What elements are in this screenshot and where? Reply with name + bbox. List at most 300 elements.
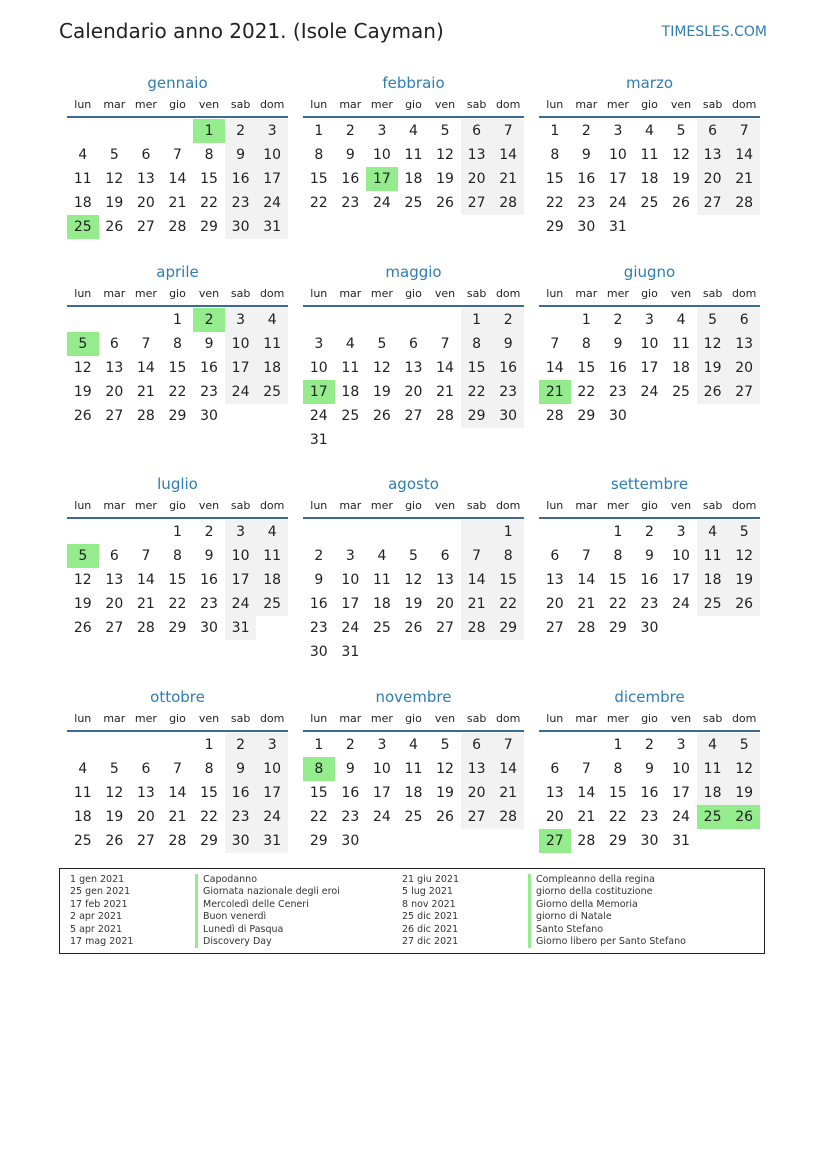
day-cell: 21 (436, 384, 454, 400)
weekday-label: lun (74, 287, 92, 300)
empty-day-cell (697, 829, 729, 853)
day-cell: 12 (404, 572, 423, 588)
weekday-label: mar (103, 98, 126, 111)
day-cell: 15 (168, 360, 187, 376)
day-cell: 11 (672, 336, 690, 352)
day-cell: 6 (550, 548, 560, 564)
day-grid (67, 733, 288, 853)
weekday-label: mer (370, 499, 393, 512)
day-cell: 20 (436, 596, 454, 612)
day-cell: 17 (256, 781, 288, 805)
day-cell: 22 (608, 809, 627, 825)
day-cell: 22 (492, 592, 524, 616)
day-cell: 3 (256, 119, 288, 143)
day-cell: 12 (73, 360, 92, 376)
weekday-label: gio (169, 287, 186, 300)
legend-dates-right (402, 874, 459, 948)
empty-day-cell (429, 640, 461, 664)
day-cell: 24 (341, 620, 360, 636)
day-cell: 13 (436, 572, 454, 588)
day-cell: 21 (136, 384, 155, 400)
empty-day-cell (492, 829, 524, 853)
day-cell: 20 (136, 195, 155, 211)
day-cell: 25 (372, 620, 391, 636)
weekday-header (539, 284, 760, 304)
day-cell: 16 (492, 356, 524, 380)
day-cell: 16 (608, 360, 627, 376)
weekday-label: lun (74, 98, 92, 111)
day-cell: 7 (141, 548, 151, 564)
brand-link[interactable]: TIMESLES.COM (661, 24, 767, 40)
day-cell: 16 (341, 171, 360, 187)
weekday-label: mer (134, 287, 157, 300)
day-cell: 11 (256, 332, 288, 356)
day-cell: 19 (372, 384, 391, 400)
day-cell: 29 (492, 616, 524, 640)
empty-day-cell (665, 215, 697, 239)
day-cell: 14 (545, 360, 564, 376)
day-cell: 3 (377, 737, 387, 753)
day-cell: 19 (672, 171, 690, 187)
empty-day-cell (67, 520, 99, 544)
day-cell: 5 (728, 733, 760, 757)
weekday-label: gio (641, 712, 658, 725)
day-cell: 13 (404, 360, 423, 376)
day-cell: 30 (640, 620, 659, 636)
day-cell: 12 (728, 757, 760, 781)
day-cell: 19 (73, 596, 92, 612)
weekday-label: ven (670, 287, 692, 300)
day-cell: 19 (105, 195, 124, 211)
day-cell: 23 (640, 596, 659, 612)
day-cell: 24 (672, 809, 690, 825)
day-cell: 3 (645, 312, 654, 328)
month-marzo (539, 72, 760, 239)
weekday-label: sab (230, 287, 251, 300)
day-cell: 21 (168, 809, 187, 825)
day-cell: 1 (613, 524, 623, 540)
day-cell: 3 (676, 524, 686, 540)
weekday-label: sab (702, 712, 723, 725)
weekday-label: ven (198, 712, 220, 725)
day-cell: 26 (672, 195, 690, 211)
day-grid (303, 733, 524, 853)
day-cell: 12 (728, 544, 760, 568)
day-cell: 16 (225, 781, 257, 805)
day-cell: 4 (645, 123, 654, 139)
weekday-label: mer (370, 287, 393, 300)
day-cell: 28 (461, 616, 493, 640)
day-cell: 27 (545, 620, 564, 636)
empty-day-cell (225, 404, 257, 428)
empty-day-cell (99, 520, 131, 544)
empty-day-cell (728, 616, 760, 640)
day-cell: 9 (225, 143, 257, 167)
weekday-label: lun (546, 98, 564, 111)
month-name: aprile (156, 263, 199, 281)
day-cell: 19 (697, 356, 729, 380)
day-cell: 22 (168, 384, 187, 400)
weekday-label: lun (546, 499, 564, 512)
month-name: dicembre (614, 688, 685, 706)
empty-day-cell (67, 119, 99, 143)
holiday-day-cell: 21 (539, 380, 571, 404)
empty-day-cell (571, 733, 603, 757)
weekday-label: ven (434, 499, 456, 512)
day-cell: 8 (492, 544, 524, 568)
day-cell: 25 (697, 592, 729, 616)
weekday-label: mar (103, 712, 126, 725)
weekday-label: ven (198, 98, 220, 111)
day-cell: 26 (372, 408, 391, 424)
day-cell: 12 (372, 360, 391, 376)
holiday-day-cell: 25 (697, 805, 729, 829)
day-cell: 31 (256, 215, 288, 239)
day-cell: 28 (436, 408, 454, 424)
header-rule (539, 305, 760, 307)
day-cell: 14 (492, 143, 524, 167)
day-cell: 4 (256, 308, 288, 332)
weekday-label: ven (670, 712, 692, 725)
day-cell: 12 (105, 171, 124, 187)
day-cell: 4 (377, 548, 387, 564)
weekday-label: mer (606, 98, 629, 111)
empty-day-cell (398, 829, 430, 853)
day-cell: 25 (256, 592, 288, 616)
day-cell: 15 (200, 171, 218, 187)
day-cell: 29 (461, 404, 493, 428)
empty-day-cell (335, 520, 367, 544)
day-cell: 29 (577, 408, 596, 424)
empty-day-cell (461, 640, 493, 664)
day-cell: 30 (225, 829, 257, 853)
day-cell: 9 (225, 757, 257, 781)
day-cell: 29 (168, 408, 187, 424)
day-cell: 24 (256, 191, 288, 215)
empty-day-cell (571, 520, 603, 544)
day-cell: 7 (173, 761, 182, 777)
day-cell: 11 (697, 757, 729, 781)
day-cell: 19 (404, 596, 423, 612)
day-cell: 2 (225, 733, 257, 757)
legend-names-right (528, 874, 686, 948)
day-cell: 1 (204, 737, 214, 753)
header-rule (303, 305, 524, 307)
weekday-label: mar (575, 98, 598, 111)
empty-day-cell (634, 404, 666, 428)
day-cell: 4 (256, 520, 288, 544)
weekday-label: mar (103, 499, 126, 512)
day-cell: 8 (581, 336, 591, 352)
holiday-name: Santo Stefano (528, 924, 686, 936)
day-cell: 16 (640, 572, 659, 588)
holiday-day-cell: 5 (67, 544, 99, 568)
day-cell: 6 (461, 119, 493, 143)
day-cell: 20 (545, 809, 564, 825)
day-cell: 24 (225, 592, 257, 616)
day-cell: 20 (697, 167, 729, 191)
month-name: giugno (623, 263, 676, 281)
day-cell: 30 (640, 833, 659, 849)
day-cell: 14 (577, 572, 596, 588)
holiday-day-cell: 2 (193, 308, 225, 332)
weekday-label: lun (310, 287, 328, 300)
month-name: marzo (625, 74, 674, 92)
day-cell: 14 (136, 572, 155, 588)
weekday-label: ven (198, 499, 220, 512)
day-cell: 6 (409, 336, 418, 352)
day-cell: 31 (672, 833, 690, 849)
weekday-label: lun (546, 712, 564, 725)
day-cell: 15 (309, 171, 328, 187)
weekday-header (303, 95, 524, 115)
day-cell: 8 (613, 761, 623, 777)
empty-day-cell (130, 733, 162, 757)
day-cell: 21 (136, 596, 155, 612)
day-cell: 23 (200, 596, 218, 612)
weekday-label: dom (259, 712, 285, 725)
day-cell: 10 (672, 548, 690, 564)
day-cell: 24 (372, 809, 391, 825)
weekday-label: sab (230, 98, 251, 111)
day-cell: 2 (492, 308, 524, 332)
day-cell: 5 (676, 123, 686, 139)
empty-day-cell (67, 733, 99, 757)
day-cell: 6 (461, 733, 493, 757)
page-title: Calendario anno 2021. (Isole Cayman) (59, 19, 444, 43)
day-cell: 13 (545, 572, 564, 588)
day-cell: 30 (608, 408, 627, 424)
day-cell: 16 (640, 785, 659, 801)
day-cell: 27 (105, 620, 124, 636)
day-cell: 2 (613, 312, 623, 328)
day-cell: 14 (168, 785, 187, 801)
day-cell: 10 (608, 147, 627, 163)
month-name: febbraio (382, 74, 445, 92)
weekday-label: lun (310, 98, 328, 111)
day-cell: 24 (672, 596, 690, 612)
empty-day-cell (634, 215, 666, 239)
header-rule (539, 116, 760, 118)
weekday-header (67, 95, 288, 115)
empty-day-cell (366, 308, 398, 332)
day-cell: 15 (608, 572, 627, 588)
day-cell: 15 (577, 360, 596, 376)
day-cell: 22 (608, 596, 627, 612)
weekday-label: gio (169, 98, 186, 111)
holiday-date: 17 mag 2021 (70, 935, 134, 947)
empty-day-cell (256, 404, 288, 428)
day-cell: 11 (640, 147, 659, 163)
day-cell: 21 (728, 167, 760, 191)
day-cell: 28 (136, 408, 155, 424)
day-cell: 5 (697, 308, 729, 332)
empty-day-cell (429, 829, 461, 853)
day-cell: 4 (78, 761, 88, 777)
month-agosto (303, 473, 524, 664)
month-name: ottobre (150, 688, 205, 706)
day-cell: 26 (697, 380, 729, 404)
empty-day-cell (303, 520, 335, 544)
day-cell: 6 (141, 147, 151, 163)
day-cell: 5 (728, 520, 760, 544)
day-cell: 20 (404, 384, 423, 400)
empty-day-cell (429, 308, 461, 332)
day-cell: 3 (314, 336, 324, 352)
weekday-label: mar (103, 287, 126, 300)
day-cell: 1 (314, 737, 324, 753)
day-cell: 25 (672, 384, 690, 400)
weekday-label: lun (310, 712, 328, 725)
day-cell: 27 (136, 833, 155, 849)
month-novembre (303, 686, 524, 853)
holiday-day-cell: 17 (303, 380, 335, 404)
weekday-label: dom (495, 287, 521, 300)
day-cell: 9 (204, 336, 214, 352)
holiday-date: 1 gen 2021 (70, 874, 125, 885)
day-cell: 28 (168, 833, 187, 849)
weekday-label: mer (370, 712, 393, 725)
weekday-label: dom (495, 98, 521, 111)
day-cell: 13 (461, 143, 493, 167)
day-grid (67, 119, 288, 239)
day-cell: 15 (608, 785, 627, 801)
day-cell: 11 (73, 785, 92, 801)
weekday-header (67, 496, 288, 516)
empty-day-cell (162, 119, 194, 143)
empty-day-cell (728, 215, 760, 239)
legend-dates-left (70, 874, 133, 948)
day-cell: 4 (78, 147, 88, 163)
weekday-label: gio (405, 499, 422, 512)
day-cell: 13 (105, 572, 124, 588)
day-cell: 11 (404, 761, 423, 777)
day-cell: 21 (168, 195, 187, 211)
empty-day-cell (162, 733, 194, 757)
day-cell: 10 (309, 360, 328, 376)
day-cell: 25 (73, 833, 92, 849)
day-cell: 30 (200, 620, 218, 636)
day-cell: 28 (577, 833, 596, 849)
day-grid (303, 520, 524, 664)
empty-day-cell (492, 640, 524, 664)
day-cell: 1 (314, 123, 324, 139)
empty-day-cell (461, 428, 493, 452)
day-cell: 13 (545, 785, 564, 801)
weekday-label: ven (198, 287, 220, 300)
legend-names-left (195, 874, 340, 948)
weekday-label: mer (606, 499, 629, 512)
weekday-label: lun (74, 712, 92, 725)
day-cell: 15 (545, 171, 564, 187)
day-cell: 12 (105, 785, 124, 801)
weekday-label: gio (405, 287, 422, 300)
holiday-day-cell: 27 (539, 829, 571, 853)
day-cell: 20 (728, 356, 760, 380)
holiday-day-cell: 5 (67, 332, 99, 356)
weekday-label: sab (230, 712, 251, 725)
day-cell: 2 (314, 548, 324, 564)
day-cell: 24 (309, 408, 328, 424)
weekday-label: mer (370, 98, 393, 111)
day-cell: 26 (105, 219, 124, 235)
weekday-label: lun (546, 287, 564, 300)
day-cell: 10 (256, 143, 288, 167)
day-cell: 27 (404, 408, 423, 424)
day-cell: 14 (168, 171, 187, 187)
day-cell: 10 (256, 757, 288, 781)
day-cell: 9 (204, 548, 214, 564)
header-rule (67, 305, 288, 307)
day-cell: 5 (377, 336, 387, 352)
day-cell: 5 (109, 147, 119, 163)
day-cell: 9 (345, 147, 355, 163)
holiday-legend (59, 868, 765, 954)
day-cell: 6 (728, 308, 760, 332)
empty-day-cell (539, 733, 571, 757)
day-cell: 18 (372, 596, 391, 612)
weekday-label: sab (702, 499, 723, 512)
empty-day-cell (429, 428, 461, 452)
day-cell: 20 (461, 781, 493, 805)
empty-day-cell (67, 308, 99, 332)
month-dicembre (539, 686, 760, 853)
day-cell: 23 (577, 195, 596, 211)
day-cell: 3 (676, 737, 686, 753)
day-cell: 11 (256, 544, 288, 568)
empty-day-cell (366, 520, 398, 544)
empty-day-cell (697, 404, 729, 428)
day-cell: 29 (309, 833, 328, 849)
day-cell: 26 (728, 592, 760, 616)
day-cell: 7 (440, 336, 450, 352)
day-cell: 16 (200, 572, 218, 588)
day-cell: 22 (168, 596, 187, 612)
day-cell: 7 (728, 119, 760, 143)
holiday-date: 5 lug 2021 (402, 886, 453, 898)
weekday-label: gio (405, 98, 422, 111)
holiday-date: 25 gen 2021 (70, 886, 131, 898)
empty-day-cell (461, 520, 493, 544)
empty-day-cell (398, 428, 430, 452)
weekday-label: sab (702, 98, 723, 111)
day-cell: 21 (461, 592, 493, 616)
weekday-label: sab (466, 499, 487, 512)
month-febbraio (303, 72, 524, 215)
empty-day-cell (398, 308, 430, 332)
day-cell: 17 (372, 785, 391, 801)
day-cell: 2 (645, 737, 654, 753)
weekday-label: ven (434, 287, 456, 300)
day-cell: 31 (341, 644, 360, 660)
day-cell: 24 (640, 384, 659, 400)
day-cell: 4 (697, 733, 729, 757)
empty-day-cell (130, 119, 162, 143)
day-cell: 3 (256, 733, 288, 757)
day-cell: 12 (697, 332, 729, 356)
day-cell: 19 (728, 568, 760, 592)
weekday-label: ven (670, 98, 692, 111)
weekday-header (67, 284, 288, 304)
day-cell: 7 (492, 119, 524, 143)
day-cell: 14 (492, 757, 524, 781)
day-cell: 4 (345, 336, 355, 352)
empty-day-cell (366, 428, 398, 452)
day-cell: 30 (341, 833, 360, 849)
day-cell: 26 (436, 809, 454, 825)
day-cell: 26 (73, 620, 92, 636)
day-grid (539, 733, 760, 853)
